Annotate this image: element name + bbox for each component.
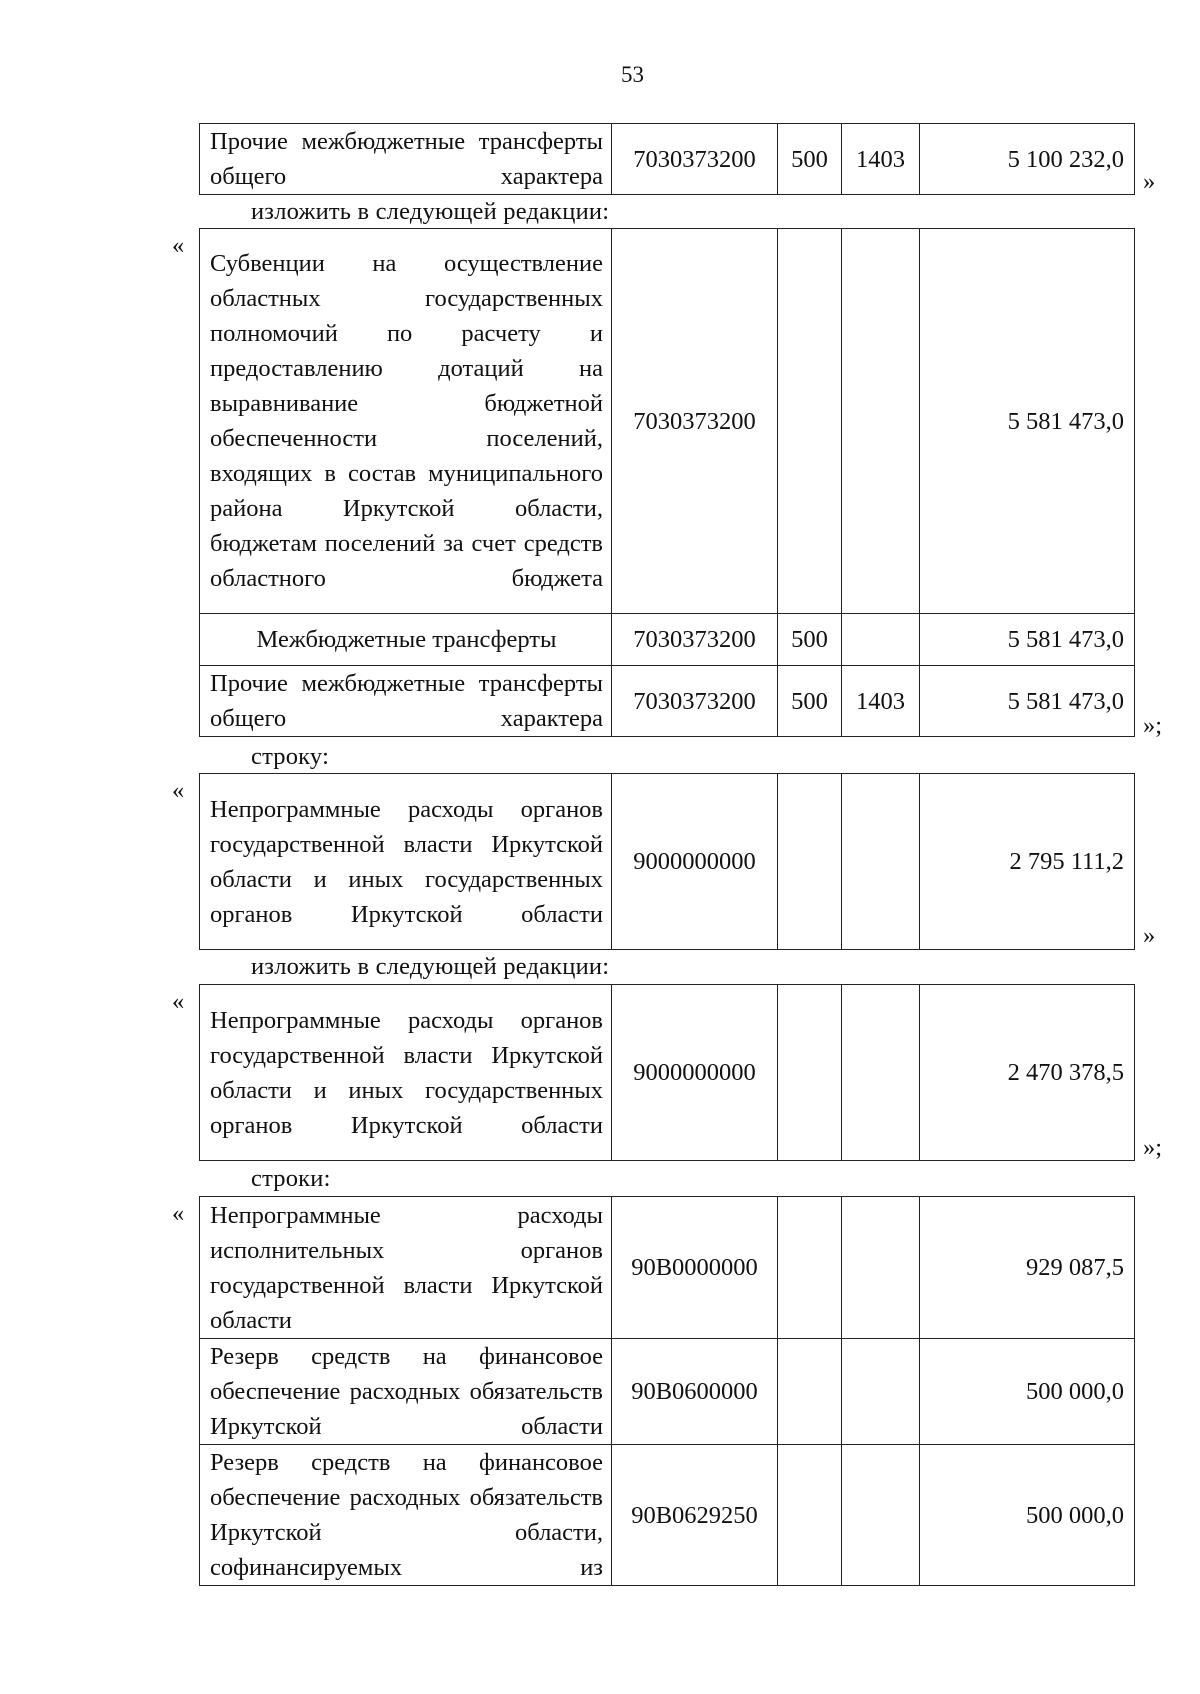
row-expense-type: [778, 985, 842, 1161]
row-code: 90В0600000: [612, 1339, 778, 1445]
row-section: [842, 614, 920, 666]
row-amount: 5 581 473,0: [920, 229, 1135, 614]
budget-table-3: [199, 773, 1135, 950]
row-name: Резерв средств на финансовое обеспечение расходных обязательств Иркутской области, софинансируемых из: [200, 1445, 612, 1586]
row-code: 90В0000000: [612, 1197, 778, 1339]
opening-quote: «: [172, 232, 185, 259]
table-row: [200, 1197, 1135, 1339]
table-row: [200, 1339, 1135, 1445]
budget-table-2: [199, 228, 1135, 737]
instruction-text: изложить в следующей редакции:: [251, 198, 610, 225]
instruction-text: строки:: [251, 1165, 331, 1192]
budget-table-4: [199, 984, 1135, 1161]
row-code: 90В0629250: [612, 1445, 778, 1586]
row-expense-type: 500: [778, 614, 842, 666]
row-section: [842, 1339, 920, 1445]
table-row: [200, 124, 1135, 195]
row-amount: 500 000,0: [920, 1445, 1135, 1586]
closing-quote: »: [1143, 168, 1156, 195]
row-expense-type: 500: [778, 124, 842, 195]
row-name: Непрограммные расходы исполнительных органов государственной власти Иркутской области: [200, 1197, 612, 1339]
closing-quote-semicolon: »;: [1143, 1134, 1163, 1161]
row-amount: 500 000,0: [920, 1339, 1135, 1445]
row-section: [842, 985, 920, 1161]
row-expense-type: [778, 1445, 842, 1586]
row-section: [842, 1445, 920, 1586]
row-name: Резерв средств на финансовое обеспечение расходных обязательств Иркутской области: [200, 1339, 612, 1445]
row-name: Непрограммные расходы органов государственной власти Иркутской области и иных государственных органов Иркутской области: [200, 985, 612, 1161]
row-name: Непрограммные расходы органов государственной власти Иркутской области и иных государственных органов Иркутской области: [200, 774, 612, 950]
row-section: 1403: [842, 124, 920, 195]
row-expense-type: [778, 1197, 842, 1339]
row-amount: 5 581 473,0: [920, 614, 1135, 666]
table-row: [200, 614, 1135, 666]
row-expense-type: [778, 774, 842, 950]
row-section: 1403: [842, 666, 920, 737]
row-amount: 5 581 473,0: [920, 666, 1135, 737]
instruction-text: строку:: [251, 743, 330, 770]
closing-quote-semicolon: »;: [1143, 712, 1163, 739]
row-expense-type: 500: [778, 666, 842, 737]
budget-table-5: [199, 1196, 1135, 1586]
table-row: [200, 229, 1135, 614]
opening-quote: «: [172, 1200, 185, 1227]
row-expense-type: [778, 1339, 842, 1445]
row-amount: 2 470 378,5: [920, 985, 1135, 1161]
row-code: 7030373200: [612, 124, 778, 195]
closing-quote: »: [1143, 922, 1156, 949]
table-row: [200, 774, 1135, 950]
row-code: 7030373200: [612, 229, 778, 614]
row-code: 7030373200: [612, 666, 778, 737]
row-code: 9000000000: [612, 774, 778, 950]
row-name: Межбюджетные трансферты: [200, 614, 612, 666]
opening-quote: «: [172, 988, 185, 1015]
opening-quote: «: [172, 777, 185, 804]
row-amount: 5 100 232,0: [920, 124, 1135, 195]
row-code: 7030373200: [612, 614, 778, 666]
table-row: [200, 1445, 1135, 1586]
row-section: [842, 229, 920, 614]
budget-table-1: [199, 123, 1135, 195]
row-name: Прочие межбюджетные трансферты общего характера: [200, 124, 612, 195]
row-amount: 2 795 111,2: [920, 774, 1135, 950]
row-code: 9000000000: [612, 985, 778, 1161]
row-section: [842, 774, 920, 950]
page-number: 53: [621, 62, 644, 87]
instruction-text: изложить в следующей редакции:: [251, 953, 610, 980]
row-amount: 929 087,5: [920, 1197, 1135, 1339]
row-name: Прочие межбюджетные трансферты общего характера: [200, 666, 612, 737]
table-row: [200, 666, 1135, 737]
table-row: [200, 985, 1135, 1161]
row-expense-type: [778, 229, 842, 614]
row-name: Субвенции на осуществление областных государственных полномочий по расчету и предоставлению дотаций на выравнивание бюджетной обеспеченности поселений, входящих в состав муниципального района Иркутской области, бюджетам поселений за счет средств областного бюджета: [200, 229, 612, 614]
row-section: [842, 1197, 920, 1339]
